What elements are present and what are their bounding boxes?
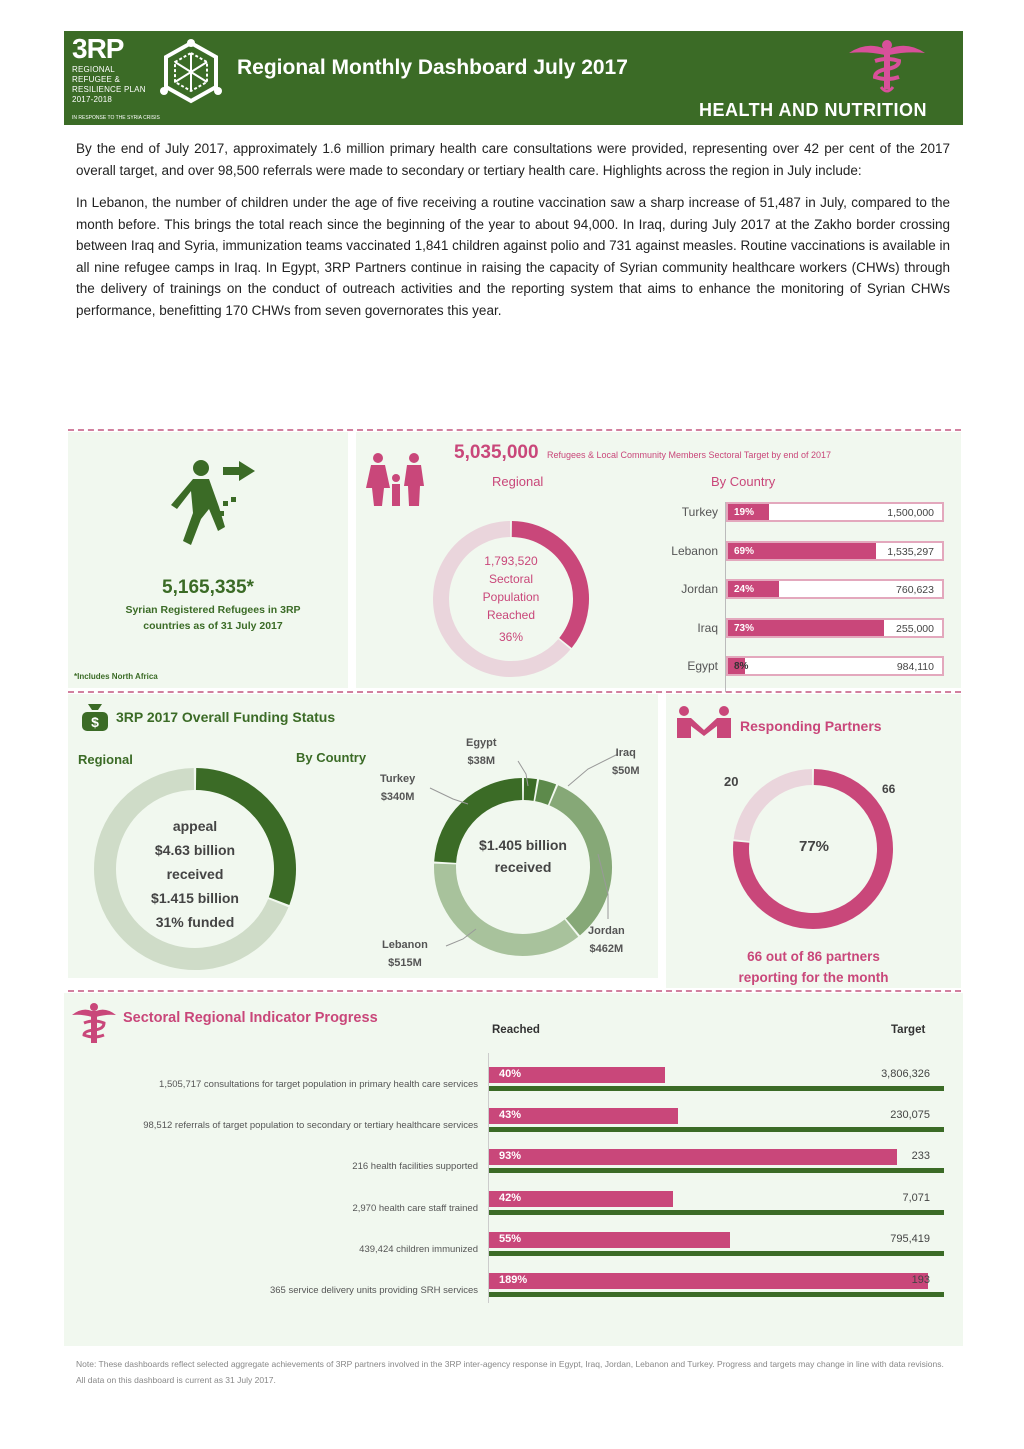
partners-caption-line: 66 out of 86 partners <box>747 949 880 964</box>
partners-caption-line: reporting for the month <box>738 970 889 985</box>
indicator-bar-row <box>489 1147 944 1173</box>
indicator-label: 1,505,717 consultations for target population in primary health care services <box>159 1079 478 1090</box>
country-bar-row <box>646 502 946 524</box>
funding-label-turkey <box>380 770 415 806</box>
appeal-value: $4.63 billion <box>154 842 236 858</box>
indicator-bar-row <box>489 1106 944 1132</box>
country-percent: 19% <box>734 507 755 518</box>
funding-country-amount: $340M <box>380 791 415 803</box>
sector-reached-value: 1,793,520 <box>484 554 538 568</box>
funding-country-amount: $515M <box>388 957 422 969</box>
country-percent: 69% <box>734 545 755 557</box>
country-target: 760,623 <box>896 584 934 596</box>
partners-caption <box>666 946 961 988</box>
country-bar <box>726 618 944 638</box>
country-name: Iraq <box>697 620 718 635</box>
indicator-label: 365 service delivery units providing SRH services <box>269 1285 478 1296</box>
country-name: Turkey <box>681 505 718 519</box>
funding-country-name: Turkey <box>380 773 416 785</box>
indicator-bar-row <box>489 1189 944 1215</box>
country-bar-row <box>646 541 946 563</box>
funding-country-name: Jordan <box>588 925 625 937</box>
sector-target-caption: Refugees & Local Community Members Sectoral Target by end of 2017 <box>546 450 831 460</box>
partners-panel <box>666 694 961 988</box>
country-bar <box>726 502 944 522</box>
sector-target-panel <box>356 432 961 688</box>
country-target: 984,110 <box>896 661 934 673</box>
country-percent: 8% <box>734 661 749 672</box>
country-percent: 73% <box>734 622 755 634</box>
country-target: 1,535,297 <box>887 545 934 558</box>
divider <box>68 990 961 992</box>
funding-country-name: Iraq <box>615 747 636 759</box>
sector-ring-line: Sectoral <box>488 572 534 586</box>
funding-country-name: Egypt <box>466 737 497 749</box>
country-name: Lebanon <box>671 543 718 558</box>
country-bar <box>726 541 944 561</box>
refugee-count: 5,165,335* <box>162 577 254 598</box>
indicator-bar-row <box>489 1065 944 1091</box>
indicator-target: 230,075 <box>890 1109 930 1122</box>
intro-paragraph: In Lebanon, the number of children under the age of five receiving a routine vaccination saw a sharp increase of 51,487 in July, compared to the month before. This brings the total reach since the beginning of the year to about 94,000. In Iraq, during July 2017 at the Zakho border crossing between Iraq and Syria, immunization teams vaccinated 1,841 children against polio and 731 against measles. Routine vaccinations is available in all nine refugee camps in Iraq. In Egypt, 3RP Partners continue in raising the capacity of Syrian community healthcare workers (CHWs) through the delivery of trainings on the conduct of outreach activities and the reporting system that aims to enhance the monitoring of Syrian CHWs performance, benefitting 170 CHWs from seven governorates this year. <box>76 195 950 318</box>
indicator-target: 3,806,326 <box>881 1068 930 1080</box>
indicators-panel <box>64 993 963 1346</box>
funding-country-amount: $462M <box>589 943 624 955</box>
indicators-title: Sectoral Regional Indicator Progress <box>123 1010 378 1026</box>
country-bar-row <box>646 618 946 640</box>
indicator-percent: 42% <box>499 1191 522 1204</box>
funding-title: 3RP 2017 Overall Funding Status <box>116 709 336 725</box>
logo-text: 3RP <box>72 33 124 64</box>
svg-text:$: $ <box>91 714 99 730</box>
donut-segment-not-reporting <box>742 777 813 840</box>
indicator-label: 98,512 referrals of target population to secondary or tertiary healthcare services <box>143 1120 478 1132</box>
footer-note: Note: These dashboards reflect selected aggregate achievements of 3RP partners involved in the 3RP inter-agency response in Egypt, Iraq, Jordan, Lebanon and Turkey. Progress and targets may change in line with data revisions. All data on this dashboard is current as 31 July 2017. <box>76 1359 944 1385</box>
indicator-percent: 40% <box>499 1068 522 1080</box>
header-banner <box>64 31 963 125</box>
country-bar-row <box>646 656 946 678</box>
divider <box>68 429 961 431</box>
divider <box>68 691 961 693</box>
funding-by-country-label: By Country <box>296 750 367 765</box>
country-bar-row <box>646 579 946 601</box>
received-value: $1.415 billion <box>151 890 239 906</box>
country-bar <box>726 579 944 599</box>
indicator-target: 7,071 <box>902 1191 930 1204</box>
regional-label: Regional <box>492 474 544 489</box>
indicator-target-line <box>489 1086 944 1091</box>
indicator-percent: 189% <box>499 1274 528 1286</box>
country-received-value: $1.405 billion <box>479 837 567 853</box>
refugee-walking-icon <box>163 457 263 552</box>
reporting-count: 66 <box>882 782 896 796</box>
logo-subtext: REGIONAL REFUGEE & RESILIENCE PLAN 2017-2018 <box>72 65 146 104</box>
funding-segment-iraq <box>537 790 552 794</box>
indicator-percent: 55% <box>499 1232 522 1245</box>
caduceus-icon <box>70 1001 118 1049</box>
not-reporting-count: 20 <box>724 774 739 789</box>
partners-percent: 77% <box>798 838 830 855</box>
target-header: Target <box>891 1024 926 1036</box>
refugee-note: *Includes North Africa <box>74 672 158 681</box>
refugees-panel <box>68 432 348 688</box>
sector-ring-line: Reached <box>486 608 536 622</box>
logo-tagline: IN RESPONSE TO THE SYRIA CRISIS <box>72 115 160 121</box>
country-ring-label <box>460 834 586 878</box>
indicator-target-line <box>489 1292 944 1297</box>
sector-ring-label <box>466 552 556 646</box>
funding-regional-label: Regional <box>78 752 133 767</box>
funding-country-amount: $38M <box>467 755 496 767</box>
country-percent: 24% <box>734 584 755 595</box>
indicator-target-line <box>489 1127 944 1132</box>
appeal-label: appeal <box>172 818 218 834</box>
indicator-target-line <box>489 1168 944 1173</box>
indicator-target: 193 <box>911 1274 930 1286</box>
indicator-reached-bar <box>489 1232 730 1248</box>
country-bar <box>726 656 944 676</box>
sector-title: HEALTH AND NUTRITION <box>699 100 927 120</box>
partners-title: Responding Partners <box>740 718 882 734</box>
sector-target-heading <box>454 442 954 464</box>
funding-ring-label <box>130 814 260 934</box>
indicator-label: 216 health facilities supported <box>352 1161 478 1173</box>
by-country-label: By Country <box>711 474 776 489</box>
funding-segment-egypt <box>524 789 535 790</box>
funding-label-lebanon <box>382 936 428 972</box>
indicator-label: 439,424 children immunized <box>359 1243 478 1255</box>
handshake-icon <box>676 706 732 738</box>
indicator-bar-row <box>489 1230 944 1256</box>
funding-country-name: Lebanon <box>382 939 428 951</box>
money-bag-icon <box>80 702 110 732</box>
funding-panel <box>68 694 658 978</box>
sector-target-value: 5,035,000 <box>454 442 539 463</box>
funding-label-iraq <box>612 744 640 780</box>
indicator-percent: 93% <box>499 1150 522 1163</box>
country-target: 255,000 <box>896 622 934 635</box>
intro-text <box>76 138 950 332</box>
funding-label-egypt <box>466 734 497 770</box>
indicator-label: 2,970 health care staff trained <box>352 1202 478 1214</box>
refugee-caption: Syrian Registered Refugees in 3RP countries as of 31 July 2017 <box>125 604 301 632</box>
indicator-target: 233 <box>911 1150 930 1163</box>
funded-percent: 31% funded <box>155 914 235 930</box>
funding-country-amount: $50M <box>612 765 640 777</box>
page-title: Regional Monthly Dashboard July 2017 <box>237 56 628 79</box>
indicator-reached-bar <box>489 1273 928 1289</box>
indicator-percent: 43% <box>499 1109 522 1122</box>
country-name: Jordan <box>681 582 718 596</box>
indicator-target: 795,419 <box>890 1232 930 1245</box>
country-received-label: received <box>494 859 552 875</box>
country-name: Egypt <box>687 659 718 673</box>
family-icon <box>362 452 430 506</box>
indicator-target-line <box>489 1210 944 1215</box>
indicator-target-line <box>489 1251 944 1256</box>
indicator-bar-row <box>489 1271 944 1297</box>
caduceus-icon <box>847 35 927 95</box>
3rp-logo <box>72 35 232 123</box>
logo-hexagon-icon <box>158 39 224 105</box>
funding-label-jordan <box>588 922 625 958</box>
sector-reach-percent: 36% <box>498 630 524 644</box>
country-target: 1,500,000 <box>887 507 934 519</box>
reached-header: Reached <box>492 1024 540 1036</box>
indicator-reached-bar <box>489 1149 897 1165</box>
sector-ring-line: Population <box>482 590 540 604</box>
received-label: received <box>166 866 224 882</box>
intro-paragraph: By the end of July 2017, approximately 1.6 million primary health care consultations were provided, representing over 42 per cent of the 2017 overall target, and over 98,500 referrals were made to secondary or tertiary health care. Highlights across the region in July include: <box>76 141 950 178</box>
